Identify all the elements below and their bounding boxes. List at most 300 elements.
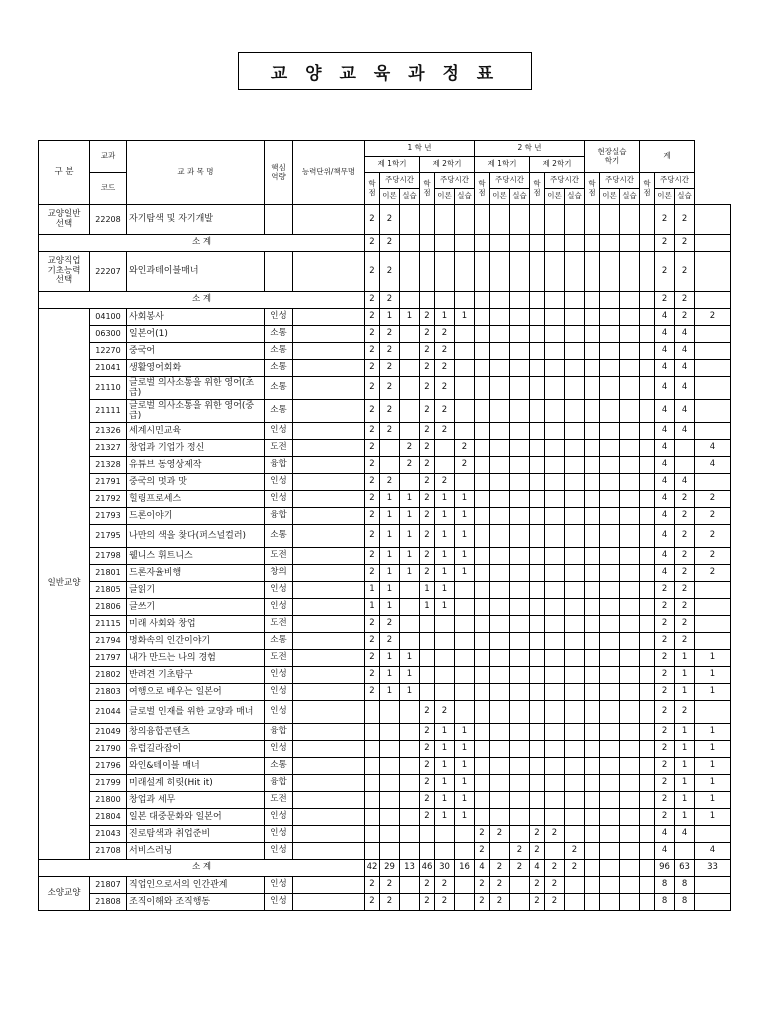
- ability-unit: [293, 582, 365, 599]
- value-cell: 1: [435, 741, 455, 758]
- table-row: [39, 457, 731, 474]
- subtotal-value: [400, 292, 420, 309]
- curriculum-table: [38, 140, 731, 911]
- value-cell: [620, 826, 640, 843]
- value-cell: [435, 457, 455, 474]
- value-cell: 2: [490, 894, 510, 911]
- value-cell: [600, 758, 620, 775]
- value-cell: [545, 525, 565, 548]
- value-cell: [365, 775, 380, 792]
- ability-unit: [293, 684, 365, 701]
- value-cell: 2: [365, 326, 380, 343]
- value-cell: [510, 309, 530, 326]
- value-cell: 2: [675, 205, 695, 235]
- value-cell: [380, 724, 400, 741]
- value-cell: [530, 775, 545, 792]
- value-cell: [530, 548, 545, 565]
- value-cell: [695, 701, 731, 724]
- value-cell: [640, 809, 655, 826]
- value-cell: 1: [435, 582, 455, 599]
- value-cell: [490, 741, 510, 758]
- value-cell: [620, 508, 640, 525]
- value-cell: [565, 741, 585, 758]
- value-cell: [490, 440, 510, 457]
- value-cell: [400, 724, 420, 741]
- value-cell: [530, 309, 545, 326]
- value-cell: [475, 360, 490, 377]
- subtotal-value: [545, 292, 565, 309]
- value-cell: [585, 599, 600, 616]
- value-cell: [620, 792, 640, 809]
- value-cell: [420, 616, 435, 633]
- value-cell: 2: [380, 400, 400, 423]
- value-cell: [695, 400, 731, 423]
- value-cell: 1: [435, 599, 455, 616]
- course-name: 힐링프로세스: [127, 491, 265, 508]
- header-weekly-hours: 주당시간: [600, 173, 640, 189]
- value-cell: [585, 826, 600, 843]
- course-name: 내가 만드는 나의 경험: [127, 650, 265, 667]
- value-cell: [565, 400, 585, 423]
- value-cell: [640, 205, 655, 235]
- value-cell: [490, 843, 510, 860]
- value-cell: [640, 633, 655, 650]
- value-cell: [530, 326, 545, 343]
- core-competency: 도전: [265, 792, 293, 809]
- course-code: 21793: [90, 508, 127, 525]
- value-cell: [695, 252, 731, 292]
- value-cell: [565, 684, 585, 701]
- value-cell: 1: [380, 667, 400, 684]
- course-name: 미래설계 히릿(Hit it): [127, 775, 265, 792]
- value-cell: [455, 360, 475, 377]
- value-cell: 1: [695, 650, 731, 667]
- value-cell: [400, 775, 420, 792]
- value-cell: [695, 616, 731, 633]
- value-cell: [490, 457, 510, 474]
- value-cell: [585, 525, 600, 548]
- value-cell: [545, 775, 565, 792]
- value-cell: 2: [695, 548, 731, 565]
- core-competency: 인성: [265, 877, 293, 894]
- value-cell: [640, 616, 655, 633]
- value-cell: [365, 826, 380, 843]
- value-cell: [620, 667, 640, 684]
- core-competency: 융합: [265, 457, 293, 474]
- value-cell: [455, 843, 475, 860]
- value-cell: [400, 701, 420, 724]
- value-cell: [640, 650, 655, 667]
- value-cell: [530, 400, 545, 423]
- value-cell: [545, 440, 565, 457]
- core-competency: 인성: [265, 843, 293, 860]
- value-cell: 1: [400, 491, 420, 508]
- table-row: [39, 792, 731, 809]
- value-cell: [620, 775, 640, 792]
- subtotal-value: [490, 235, 510, 252]
- value-cell: 2: [545, 826, 565, 843]
- header-practice: 실습: [620, 189, 640, 205]
- value-cell: [640, 701, 655, 724]
- value-cell: [530, 440, 545, 457]
- value-cell: [510, 758, 530, 775]
- value-cell: 2: [475, 894, 490, 911]
- value-cell: 2: [475, 877, 490, 894]
- value-cell: 2: [435, 701, 455, 724]
- subtotal-value: [695, 235, 731, 252]
- subtotal-value: [585, 292, 600, 309]
- course-code: 21110: [90, 377, 127, 400]
- value-cell: [510, 360, 530, 377]
- table-row: [39, 491, 731, 508]
- value-cell: [400, 877, 420, 894]
- value-cell: [530, 758, 545, 775]
- ability-unit: [293, 701, 365, 724]
- value-cell: [565, 758, 585, 775]
- value-cell: 1: [695, 667, 731, 684]
- value-cell: [530, 701, 545, 724]
- value-cell: [400, 599, 420, 616]
- value-cell: [510, 667, 530, 684]
- value-cell: [585, 809, 600, 826]
- value-cell: 1: [400, 508, 420, 525]
- ability-unit: [293, 877, 365, 894]
- table-row: [39, 565, 731, 582]
- value-cell: [510, 377, 530, 400]
- value-cell: [510, 684, 530, 701]
- core-competency: 도전: [265, 650, 293, 667]
- value-cell: [380, 826, 400, 843]
- value-cell: [545, 667, 565, 684]
- course-name: 일본어(1): [127, 326, 265, 343]
- value-cell: 1: [435, 525, 455, 548]
- value-cell: [620, 724, 640, 741]
- value-cell: [400, 633, 420, 650]
- value-cell: 1: [455, 491, 475, 508]
- value-cell: 2: [655, 599, 675, 616]
- value-cell: [530, 525, 545, 548]
- header-theory: 이론: [600, 189, 620, 205]
- value-cell: 1: [400, 309, 420, 326]
- value-cell: [455, 894, 475, 911]
- table-row: [39, 252, 731, 292]
- value-cell: 1: [380, 650, 400, 667]
- subtotal-value: 2: [510, 860, 530, 877]
- header-weekly-hours: 주당시간: [380, 173, 420, 189]
- value-cell: [620, 650, 640, 667]
- value-cell: [565, 650, 585, 667]
- header-code-bottom: 코드: [90, 173, 127, 205]
- page-title-text: 교 양 교 육 과 정 표: [270, 63, 500, 84]
- value-cell: 2: [420, 775, 435, 792]
- value-cell: 4: [655, 457, 675, 474]
- value-cell: 4: [655, 565, 675, 582]
- value-cell: [695, 360, 731, 377]
- subtotal-label: 소 계: [39, 860, 365, 877]
- value-cell: [640, 724, 655, 741]
- value-cell: 2: [365, 400, 380, 423]
- value-cell: [600, 377, 620, 400]
- value-cell: [530, 633, 545, 650]
- course-name: 미래 사회와 창업: [127, 616, 265, 633]
- value-cell: 2: [655, 758, 675, 775]
- value-cell: [585, 792, 600, 809]
- course-code: 21794: [90, 633, 127, 650]
- value-cell: 2: [420, 877, 435, 894]
- table-row: [39, 525, 731, 548]
- value-cell: [620, 474, 640, 491]
- table-row: [39, 548, 731, 565]
- value-cell: [545, 565, 565, 582]
- value-cell: [585, 650, 600, 667]
- course-name: 자기탐색 및 자기개발: [127, 205, 265, 235]
- value-cell: [400, 252, 420, 292]
- value-cell: 2: [365, 508, 380, 525]
- value-cell: 2: [400, 440, 420, 457]
- value-cell: [620, 894, 640, 911]
- value-cell: 1: [455, 309, 475, 326]
- value-cell: [455, 826, 475, 843]
- header-theory: 이론: [545, 189, 565, 205]
- core-competency: 도전: [265, 548, 293, 565]
- value-cell: [600, 474, 620, 491]
- subtotal-value: [400, 235, 420, 252]
- value-cell: 2: [380, 205, 400, 235]
- value-cell: [475, 724, 490, 741]
- course-code: 21326: [90, 423, 127, 440]
- value-cell: [380, 792, 400, 809]
- value-cell: [475, 309, 490, 326]
- value-cell: [620, 343, 640, 360]
- value-cell: 2: [380, 474, 400, 491]
- value-cell: [490, 360, 510, 377]
- header-year2: 2 학 년: [475, 141, 585, 157]
- core-competency: 인성: [265, 582, 293, 599]
- value-cell: [565, 457, 585, 474]
- value-cell: 1: [455, 548, 475, 565]
- value-cell: [585, 360, 600, 377]
- value-cell: [455, 252, 475, 292]
- value-cell: 1: [400, 684, 420, 701]
- ability-unit: [293, 667, 365, 684]
- value-cell: [600, 360, 620, 377]
- value-cell: [475, 701, 490, 724]
- value-cell: [545, 741, 565, 758]
- value-cell: [420, 684, 435, 701]
- subtotal-value: 2: [365, 235, 380, 252]
- value-cell: [585, 582, 600, 599]
- value-cell: [510, 326, 530, 343]
- value-cell: 1: [455, 809, 475, 826]
- value-cell: 1: [435, 491, 455, 508]
- course-name: 글로벌 의사소통을 위한 영어(중급): [127, 400, 265, 423]
- core-competency: 인성: [265, 599, 293, 616]
- table-row: [39, 877, 731, 894]
- value-cell: [490, 377, 510, 400]
- value-cell: 1: [695, 684, 731, 701]
- value-cell: [585, 701, 600, 724]
- course-name: 드론자율비행: [127, 565, 265, 582]
- value-cell: 8: [655, 894, 675, 911]
- value-cell: 1: [420, 582, 435, 599]
- value-cell: 1: [435, 508, 455, 525]
- value-cell: 2: [365, 548, 380, 565]
- value-cell: [600, 894, 620, 911]
- course-name: 글로벌 의사소통을 위한 영어(초급): [127, 377, 265, 400]
- value-cell: [600, 548, 620, 565]
- value-cell: [545, 809, 565, 826]
- course-name: 나만의 색을 찾다(퍼스널컬러): [127, 525, 265, 548]
- value-cell: [585, 565, 600, 582]
- value-cell: [455, 701, 475, 724]
- value-cell: [455, 205, 475, 235]
- value-cell: 4: [675, 826, 695, 843]
- value-cell: 2: [420, 400, 435, 423]
- value-cell: [565, 826, 585, 843]
- table-row: [39, 826, 731, 843]
- value-cell: [510, 440, 530, 457]
- value-cell: 2: [420, 741, 435, 758]
- value-cell: 2: [365, 877, 380, 894]
- value-cell: 2: [435, 326, 455, 343]
- subtotal-value: 33: [695, 860, 731, 877]
- value-cell: 2: [530, 894, 545, 911]
- ability-unit: [293, 360, 365, 377]
- value-cell: [585, 724, 600, 741]
- course-name: 드론이야기: [127, 508, 265, 525]
- value-cell: [435, 667, 455, 684]
- subtotal-value: [420, 235, 435, 252]
- value-cell: 1: [695, 758, 731, 775]
- ability-unit: [293, 616, 365, 633]
- subtotal-row: [39, 235, 731, 252]
- course-name: 생활영어회화: [127, 360, 265, 377]
- value-cell: [620, 758, 640, 775]
- value-cell: [600, 525, 620, 548]
- subtotal-value: [510, 235, 530, 252]
- value-cell: [510, 474, 530, 491]
- value-cell: 2: [435, 423, 455, 440]
- value-cell: 2: [420, 377, 435, 400]
- value-cell: [545, 758, 565, 775]
- subtotal-value: [435, 292, 455, 309]
- value-cell: [475, 440, 490, 457]
- value-cell: 1: [380, 582, 400, 599]
- core-competency: 인성: [265, 309, 293, 326]
- value-cell: [545, 684, 565, 701]
- value-cell: 2: [380, 360, 400, 377]
- course-name: 와인&테이블 매너: [127, 758, 265, 775]
- value-cell: [530, 616, 545, 633]
- value-cell: 1: [695, 792, 731, 809]
- value-cell: [640, 491, 655, 508]
- value-cell: 1: [695, 809, 731, 826]
- value-cell: 2: [435, 343, 455, 360]
- value-cell: [600, 326, 620, 343]
- course-code: 21115: [90, 616, 127, 633]
- value-cell: [530, 724, 545, 741]
- value-cell: [620, 457, 640, 474]
- value-cell: [435, 616, 455, 633]
- value-cell: 2: [435, 400, 455, 423]
- value-cell: 2: [695, 309, 731, 326]
- value-cell: [475, 667, 490, 684]
- subtotal-value: 2: [380, 235, 400, 252]
- value-cell: [620, 633, 640, 650]
- value-cell: [365, 741, 380, 758]
- value-cell: 2: [565, 843, 585, 860]
- value-cell: 2: [365, 309, 380, 326]
- course-name: 웰니스 휘트니스: [127, 548, 265, 565]
- value-cell: [585, 252, 600, 292]
- subtotal-value: 2: [655, 235, 675, 252]
- value-cell: [600, 309, 620, 326]
- value-cell: [640, 400, 655, 423]
- table-row: [39, 599, 731, 616]
- value-cell: 2: [365, 423, 380, 440]
- value-cell: [565, 775, 585, 792]
- value-cell: [545, 400, 565, 423]
- value-cell: [620, 252, 640, 292]
- value-cell: [565, 633, 585, 650]
- course-code: 21041: [90, 360, 127, 377]
- subtotal-value: 2: [545, 860, 565, 877]
- value-cell: [400, 616, 420, 633]
- value-cell: [530, 741, 545, 758]
- subtotal-value: [620, 860, 640, 877]
- value-cell: [530, 582, 545, 599]
- value-cell: 4: [675, 343, 695, 360]
- header-year1: 1 학 년: [365, 141, 475, 157]
- ability-unit: [293, 548, 365, 565]
- value-cell: [510, 343, 530, 360]
- value-cell: [380, 457, 400, 474]
- value-cell: [510, 205, 530, 235]
- value-cell: [400, 809, 420, 826]
- value-cell: [620, 360, 640, 377]
- subtotal-value: [510, 292, 530, 309]
- value-cell: [600, 667, 620, 684]
- value-cell: 1: [695, 741, 731, 758]
- value-cell: [545, 423, 565, 440]
- core-competency: 인성: [265, 826, 293, 843]
- value-cell: 4: [655, 423, 675, 440]
- value-cell: [545, 360, 565, 377]
- value-cell: [620, 809, 640, 826]
- value-cell: [600, 775, 620, 792]
- core-competency: 인성: [265, 474, 293, 491]
- value-cell: 2: [435, 474, 455, 491]
- course-code: 21804: [90, 809, 127, 826]
- value-cell: 1: [455, 508, 475, 525]
- value-cell: 1: [675, 684, 695, 701]
- group-name: 일반교양: [39, 309, 90, 860]
- value-cell: [600, 423, 620, 440]
- course-code: 21797: [90, 650, 127, 667]
- value-cell: [475, 474, 490, 491]
- value-cell: [475, 684, 490, 701]
- subtotal-value: 16: [455, 860, 475, 877]
- value-cell: [435, 843, 455, 860]
- value-cell: [585, 474, 600, 491]
- value-cell: [585, 548, 600, 565]
- value-cell: 2: [365, 565, 380, 582]
- value-cell: [565, 377, 585, 400]
- value-cell: 8: [655, 877, 675, 894]
- value-cell: 1: [400, 667, 420, 684]
- table-row: [39, 758, 731, 775]
- value-cell: [545, 792, 565, 809]
